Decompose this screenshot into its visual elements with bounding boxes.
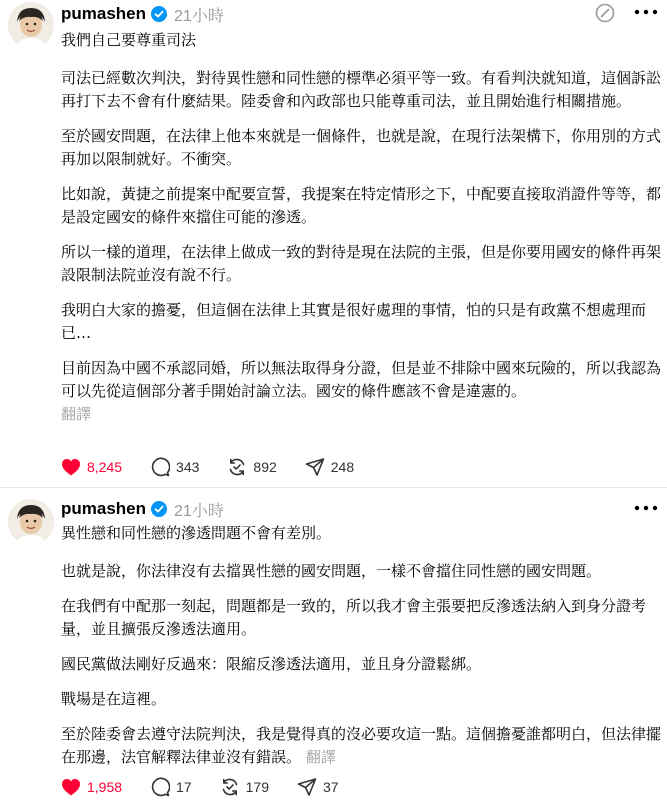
like-button[interactable] [61,458,122,476]
translate-link[interactable]: 翻譯 [61,405,92,423]
repost-count: 892 [253,459,277,475]
post-body [61,522,661,769]
post-divider [0,487,667,488]
post-paragraph: 異性戀和同性戀的滲透問題不會有差別。 [61,524,332,542]
post-paragraph: 至於國安問題，在法律上他本來就是一個條件，也就是說，在現行法架構下，你用別的方式再加以限制就好。不衝突。 [61,127,662,168]
post-2 [0,497,667,807]
comment-button[interactable] [150,777,192,797]
like-count: 1,958 [87,779,123,795]
avatar[interactable] [8,499,54,545]
post-paragraph: 我明白大家的擔憂，但這個在法律上其實是很好處理的事情，怕的只是有政黨不想處理而已… [61,301,647,342]
post-paragraph: 至於陸委會去遵守法院判決，我是覺得真的沒必要攻這一點。這個擔憂誰都明白，但法律擺在那邊，法官解釋法律並沒有錯誤。 [61,725,662,766]
post-header [61,3,224,25]
share-icon [305,457,325,477]
comment-button[interactable] [150,457,199,477]
post-paragraph: 所以一樣的道理，在法律上做成一致的對待是現在法院的主張，但是你要用國安的條件再架設限制法院並沒有說不行。 [61,243,662,284]
username[interactable]: pumashen [61,4,147,23]
comment-count: 17 [176,779,192,795]
edit-post-icon[interactable] [595,3,615,23]
repost-button[interactable] [220,777,269,797]
post-time[interactable]: 21小時 [174,502,224,520]
post-paragraph: 我們自己要尊重司法 [61,31,197,49]
post-header [61,498,224,520]
share-count: 37 [322,779,339,795]
avatar[interactable] [8,2,54,48]
more-options-icon[interactable] [634,504,658,512]
translate-link[interactable]: 翻譯 [305,748,336,766]
post-time[interactable]: 21小時 [174,7,224,25]
post-paragraph: 戰場是在這裡。 [61,690,167,708]
post-body [61,29,661,426]
post-actions [61,776,367,798]
repost-count: 179 [245,779,269,795]
username[interactable]: pumashen [61,499,147,518]
repost-button[interactable] [227,457,276,477]
share-button[interactable] [297,777,339,797]
post-paragraph: 目前因為中國不承認同婚，所以無法取得身分證，但是並不排除中國來玩險的，所以我認為可以先從這個部分著手開始討論立法。國安的條件應該不會是違憲的。 [61,359,662,400]
comment-icon [150,457,170,477]
post-actions [61,456,382,478]
heart-filled-icon [61,778,81,796]
share-icon [297,777,317,797]
post-paragraph: 比如說，黃捷之前提案中配要宣誓，我提案在特定情形之下，中配要直接取消證件等等，都是設定國安的條件來擋住可能的滲透。 [61,185,662,226]
like-button[interactable] [61,778,122,796]
like-count: 8,245 [87,459,123,475]
post-paragraph: 也就是說，你法律沒有去擋異性戀的國安問題，一樣不會擋住同性戀的國安問題。 [61,562,602,580]
verified-badge-icon [151,6,167,22]
share-button[interactable] [305,457,354,477]
share-count: 248 [330,459,355,475]
repost-icon [227,457,247,477]
post-paragraph: 在我們有中配那一刻起，問題都是一致的，所以我才會主張要把反滲透法納入到身分證考量，並且擴張反滲透法適用。 [61,597,647,638]
verified-badge-icon [151,501,167,517]
post-paragraph: 司法已經數次判決，對待異性戀和同性戀的標準必須平等一致。有看判決就知道，這個訴訟再打下去不會有什麼結果。陸委會和內政部也只能尊重司法，並且開始進行相關措施。 [61,69,662,110]
comment-icon [150,777,170,797]
comment-count: 343 [176,459,200,475]
post-paragraph: 國民黨做法剛好反過來：限縮反滲透法適用，並且身分證鬆綁。 [61,655,482,673]
heart-filled-icon [61,458,81,476]
repost-icon [220,777,240,797]
more-options-icon[interactable] [634,8,658,16]
